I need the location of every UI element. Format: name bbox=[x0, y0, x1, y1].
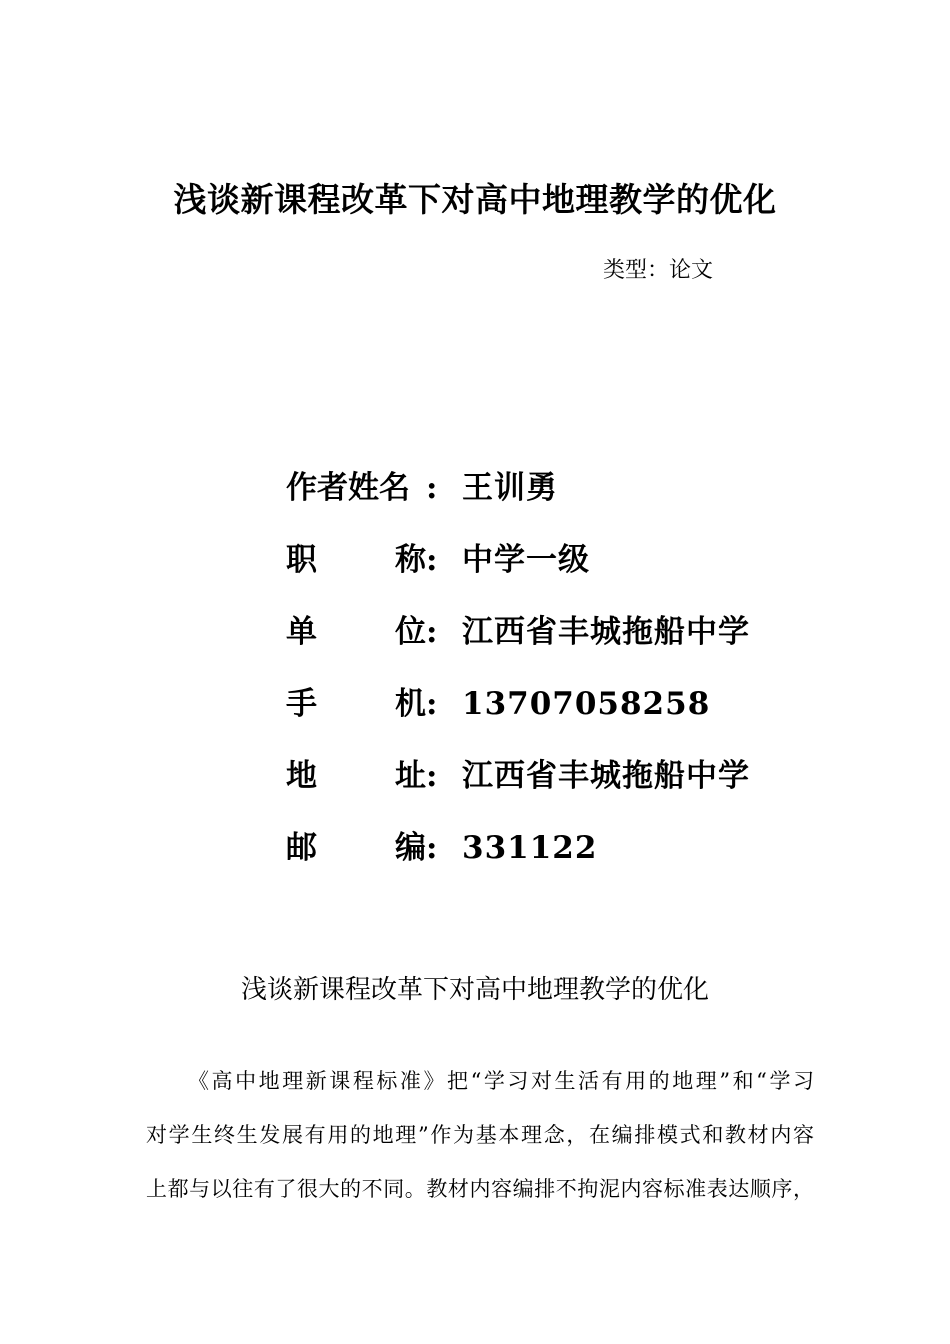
postcode-colon: : bbox=[426, 830, 438, 866]
title-rank-label-char-2: 称 bbox=[395, 542, 426, 578]
postcode-label-char-2: 编 bbox=[395, 830, 426, 866]
info-row-phone bbox=[286, 678, 886, 750]
address-value: 江西省丰城拖船中学 bbox=[462, 758, 750, 794]
article-line: 对学生终生发展有用的地理”作为基本理念，在编排模式和教材内容 bbox=[146, 1123, 814, 1147]
info-row-address bbox=[286, 750, 886, 822]
info-row-unit bbox=[286, 606, 886, 678]
title-rank-label bbox=[286, 534, 426, 586]
unit-value: 江西省丰城拖船中学 bbox=[462, 614, 750, 650]
phone-value: 13707058258 bbox=[462, 686, 711, 722]
article-heading: 浅谈新课程改革下对高中地理教学的优化 bbox=[240, 975, 709, 1005]
address-label bbox=[286, 750, 426, 802]
author-colon: : bbox=[426, 470, 438, 506]
author-label: 作者姓名 bbox=[286, 470, 410, 506]
postcode-label-char-1: 邮 bbox=[286, 830, 317, 866]
document-title: 浅谈新课程改革下对高中地理教学的优化 bbox=[173, 180, 777, 219]
title-rank-colon: : bbox=[426, 542, 438, 578]
address-label-char-2: 址 bbox=[395, 758, 426, 794]
title-rank-value: 中学一级 bbox=[462, 542, 590, 578]
title-rank-label-char-1: 职 bbox=[286, 542, 317, 578]
author-value: 王训勇 bbox=[462, 470, 558, 506]
phone-label-char-2: 机 bbox=[395, 686, 426, 722]
phone-label bbox=[286, 678, 426, 730]
info-row-title-rank bbox=[286, 534, 886, 606]
info-row-postcode bbox=[286, 822, 886, 894]
article-line: 上都与以往有了很大的不同。教材内容编排不拘泥内容标准表达顺序， bbox=[146, 1177, 814, 1201]
unit-colon: : bbox=[426, 614, 438, 650]
article-line: 《高中地理新课程标准》把“学习对生活有用的地理”和“学习 bbox=[188, 1069, 814, 1093]
phone-colon: : bbox=[426, 686, 438, 722]
unit-label-char-1: 单 bbox=[286, 614, 317, 650]
phone-label-char-1: 手 bbox=[286, 686, 317, 722]
address-colon: : bbox=[426, 758, 438, 794]
unit-label bbox=[286, 606, 426, 658]
postcode-label bbox=[286, 822, 426, 874]
author-info-block bbox=[286, 462, 886, 894]
address-label-char-1: 地 bbox=[286, 758, 317, 794]
info-row-author bbox=[286, 462, 886, 534]
unit-label-char-2: 位 bbox=[395, 614, 426, 650]
article-body bbox=[146, 1054, 814, 1216]
postcode-value: 331122 bbox=[462, 830, 598, 866]
document-type: 类型：论文 bbox=[603, 258, 714, 283]
